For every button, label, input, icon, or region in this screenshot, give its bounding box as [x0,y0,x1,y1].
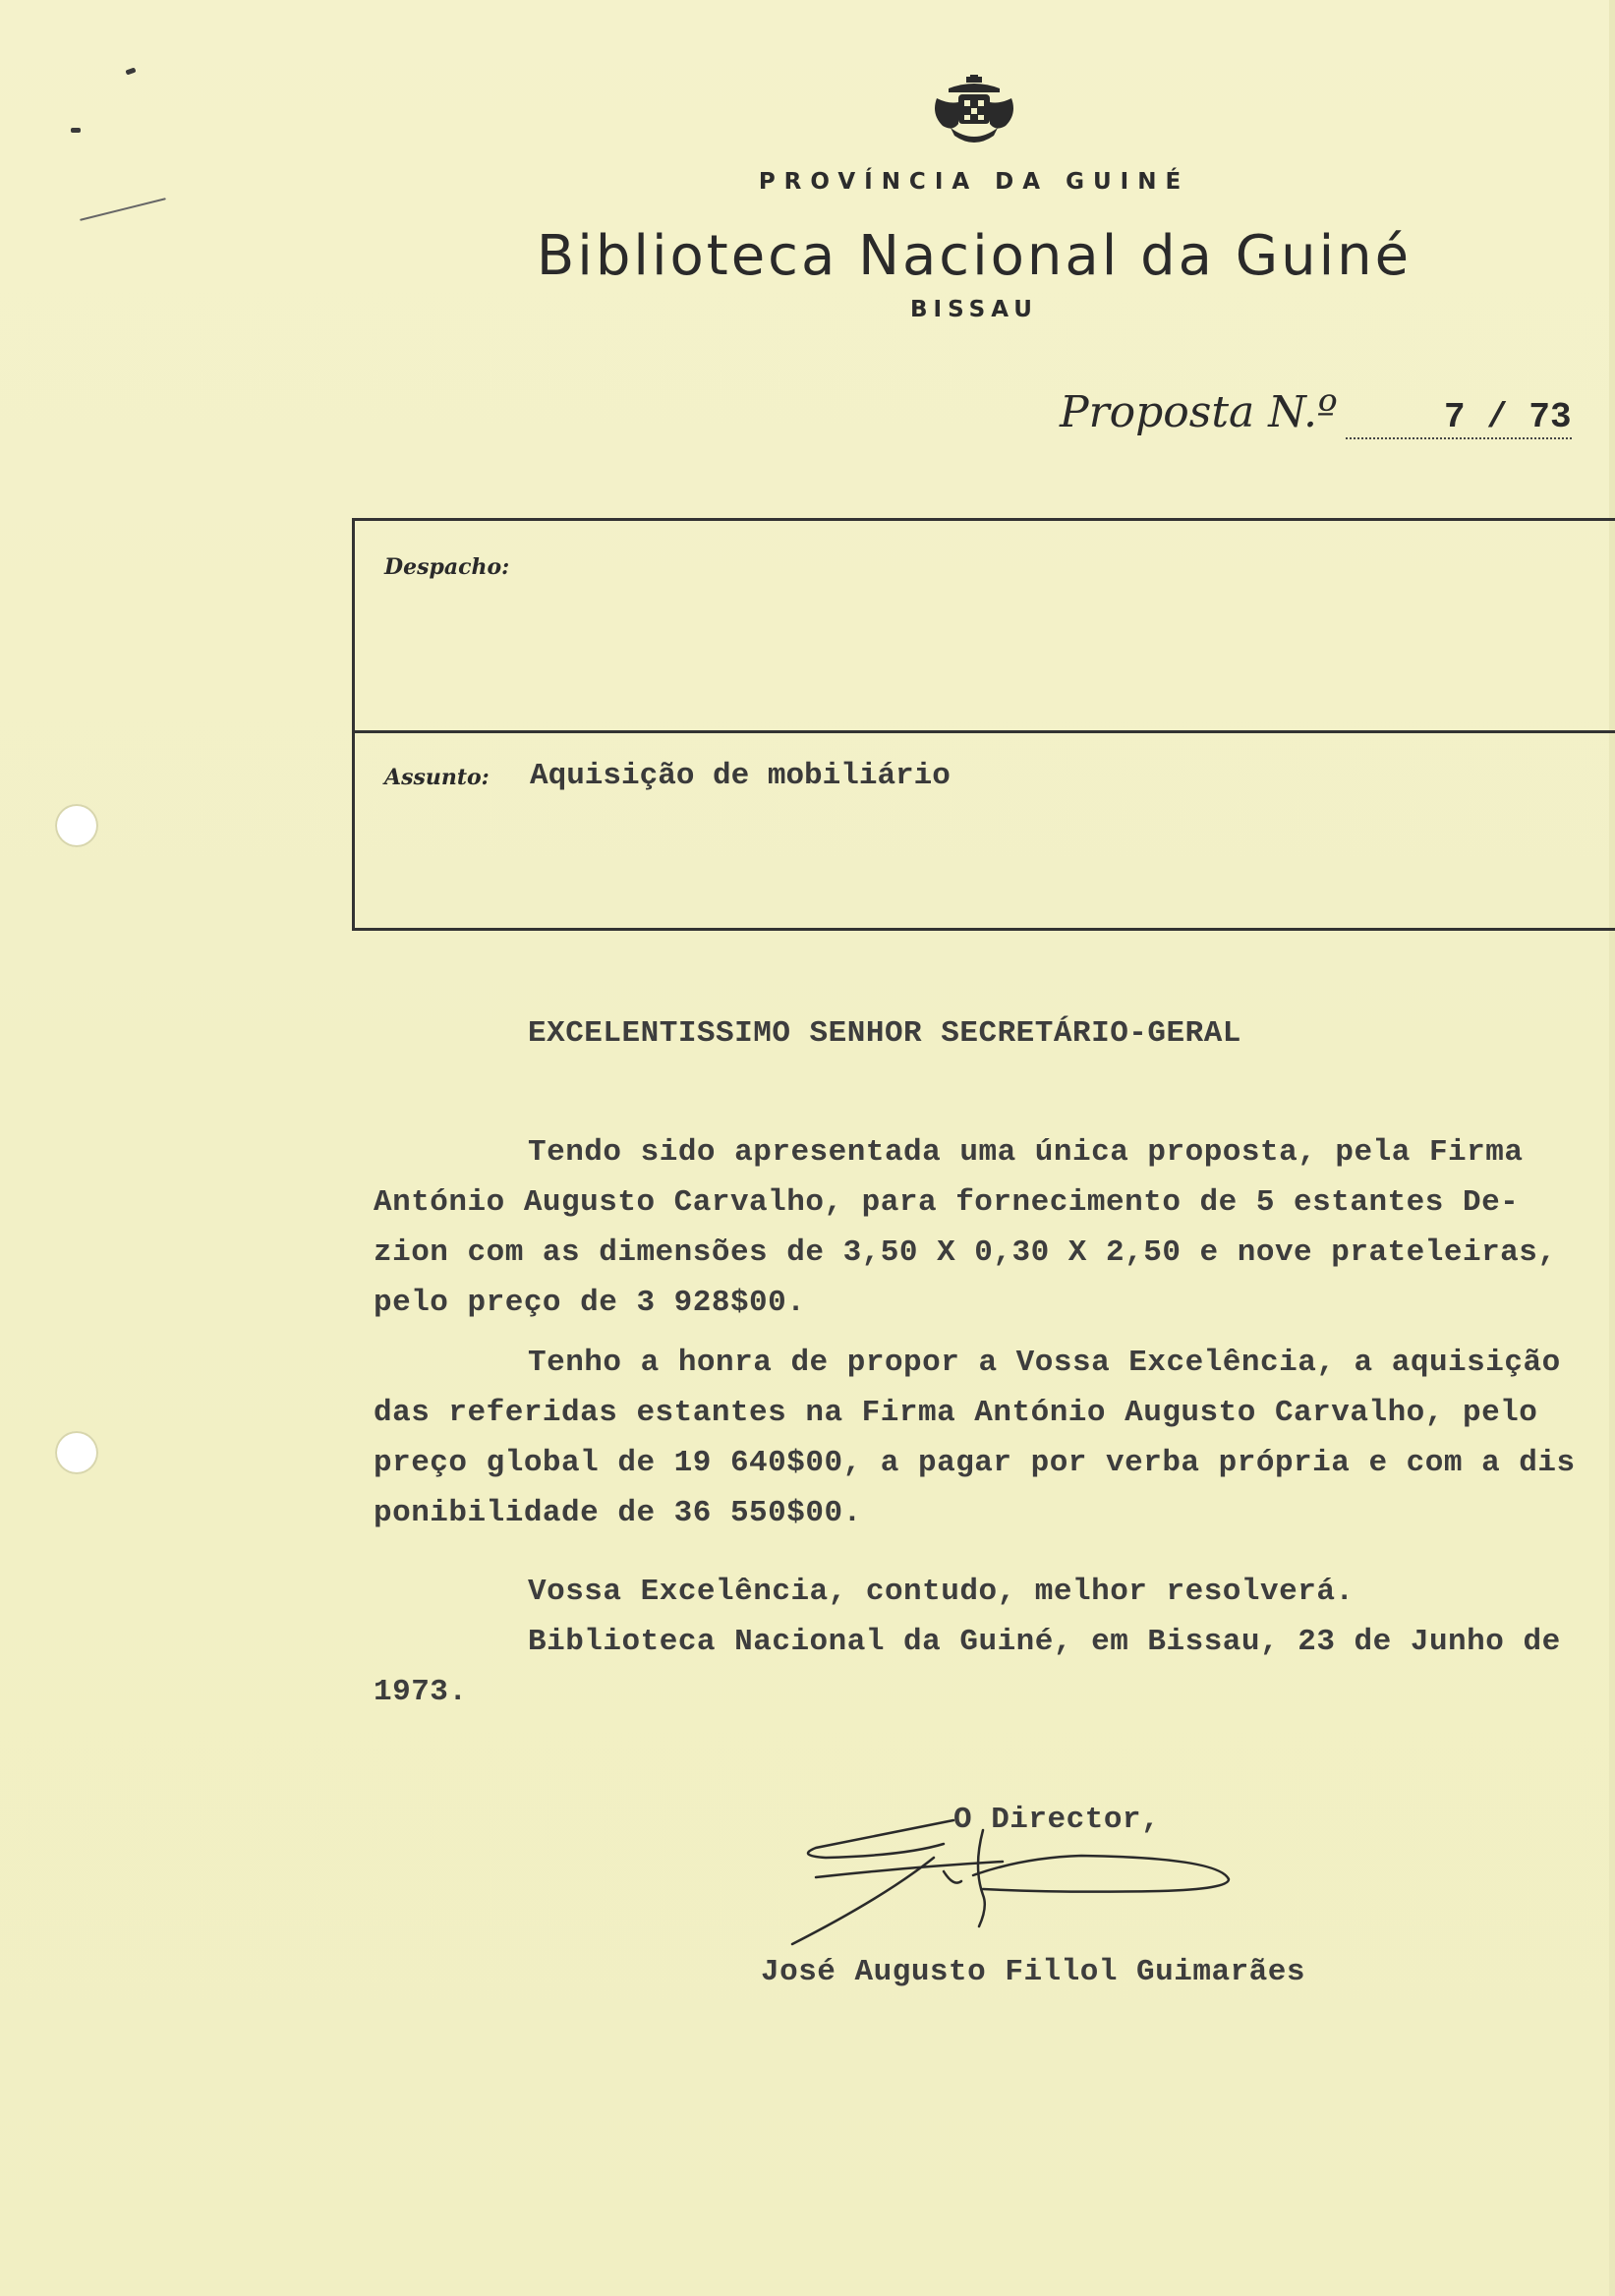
paragraph1-line: pelo preço de 3 928$00. [374,1286,806,1320]
paragraph2-line: preço global de 19 640$00, a pagar por verba própria e com a dis [374,1446,1576,1480]
form-divider [355,730,1615,733]
assunto-label: Assunto: [384,765,490,790]
punch-hole-bottom [55,1431,98,1474]
proposal-label: Proposta N.º [1060,387,1338,437]
salutation: EXCELENTISSIMO SENHOR SECRETÁRIO-GERAL [528,1016,1241,1051]
paragraph1-line: zion com as dimensões de 3,50 X 0,30 X 2,50 e nove prateleiras, [374,1235,1557,1270]
speck-mark [71,128,81,133]
place-date-line: Biblioteca Nacional da Guiné, em Bissau, 23 de Junho de [528,1625,1561,1659]
proposal-number: 7 / 73 [1346,398,1572,439]
closing-line: Vossa Excelência, contudo, melhor resolverá. [528,1575,1355,1609]
punch-hole-top [55,804,98,847]
assunto-value: Aquisição de mobiliário [530,759,951,793]
coat-of-arms-icon [929,75,1019,149]
form-box [352,518,1615,931]
paragraph2-line: Tenho a honra de propor a Vossa Excelência, a aquisição [528,1346,1561,1380]
handwritten-signature [786,1808,1248,1966]
paragraph1-line: António Augusto Carvalho, para fornecimento de 5 estantes De- [374,1185,1520,1220]
place-date-line: 1973. [374,1675,468,1709]
despacho-label: Despacho: [384,554,510,580]
proposal-number-line [1060,387,1572,439]
paper-edge [1609,0,1615,2296]
signature-title: O Director, [953,1803,1161,1837]
paragraph2-line: ponibilidade de 36 550$00. [374,1496,862,1530]
province-header: PROVÍNCIA DA GUINÉ [758,169,1190,195]
paragraph1-line: Tendo sido apresentada uma única proposta, pela Firma [528,1135,1524,1170]
library-title: Biblioteca Nacional da Guiné [536,224,1413,288]
city-header: BISSAU [910,297,1038,322]
paragraph2-line: das referidas estantes na Firma António Augusto Carvalho, pelo [374,1396,1538,1430]
signatory-name: José Augusto Fillol Guimarães [761,1955,1305,1989]
